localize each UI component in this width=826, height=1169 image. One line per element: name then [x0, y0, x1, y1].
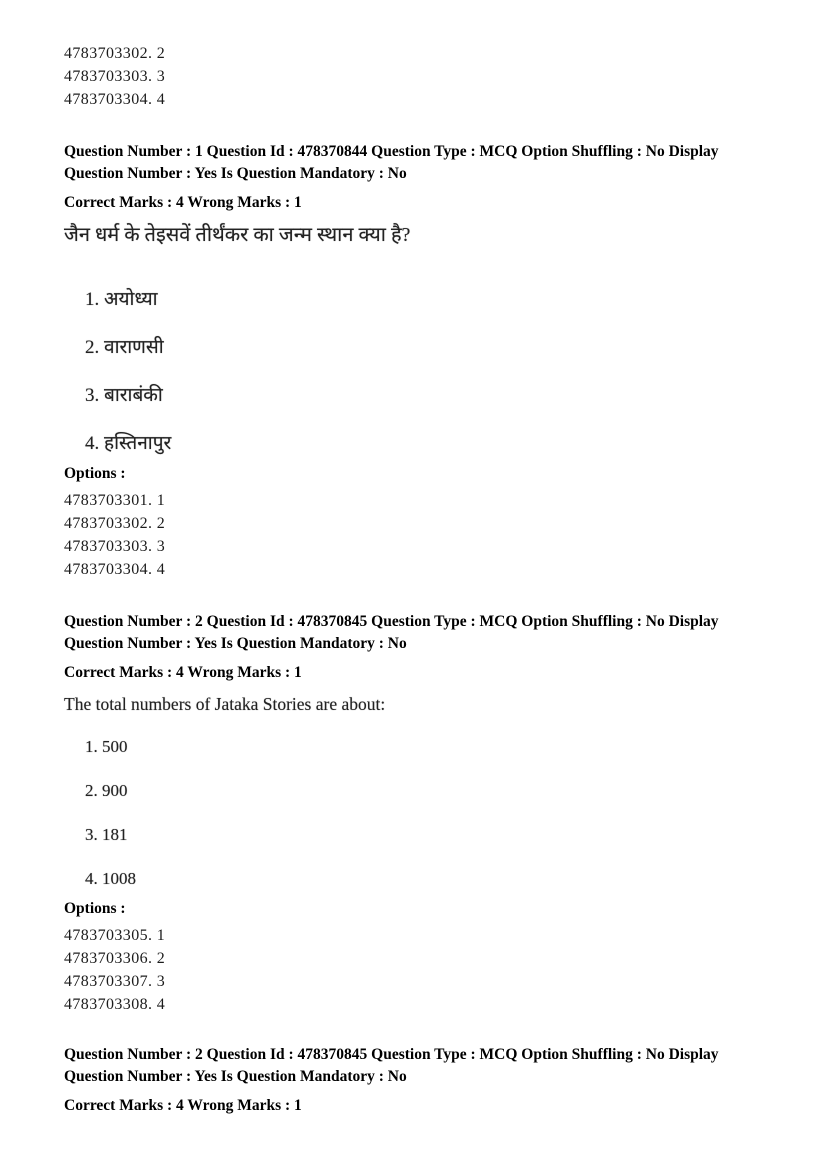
choice-option-3: 3. 181: [85, 825, 128, 844]
question-1-meta: [64, 141, 766, 214]
trailing-question-meta: [64, 1044, 766, 1117]
option-id-line: 4783703304. 4: [64, 561, 166, 578]
question-meta-line1: Question Number : 2 Question Id : 478370845 Question Type : MCQ Option Shuffling : No Display: [64, 1046, 719, 1063]
marks-line: Correct Marks : 4 Wrong Marks : 1: [64, 194, 302, 211]
question-meta-line2: Question Number : Yes Is Question Mandatory : No: [64, 635, 407, 652]
option-id-line: 4783703302. 2: [64, 515, 166, 532]
question-meta-line1: Question Number : 1 Question Id : 478370844 Question Type : MCQ Option Shuffling : No Display: [64, 143, 719, 160]
choice-option-4: 4. 1008: [85, 869, 136, 888]
option-id-line: 4783703301. 1: [64, 492, 166, 509]
question-1-option-ids: [64, 489, 766, 581]
choice-option-2: 2. वाराणसी: [85, 337, 164, 358]
marks-line: Correct Marks : 4 Wrong Marks : 1: [64, 1097, 302, 1114]
option-id-line: 4783703308. 4: [64, 996, 166, 1013]
choice-option-4: 4. हस्तिनापुर: [85, 433, 172, 454]
question-2-choices: [85, 737, 766, 889]
question-2-meta: [64, 611, 766, 684]
option-id-line: 4783703303. 3: [64, 538, 166, 555]
question-meta-line2: Question Number : Yes Is Question Mandatory : No: [64, 165, 407, 182]
choice-option-1: 1. 500: [85, 737, 128, 756]
question-meta-line2: Question Number : Yes Is Question Mandatory : No: [64, 1068, 407, 1085]
question-1-choices: [85, 289, 766, 454]
options-heading: Options :: [64, 465, 126, 482]
option-id-line: 4783703304. 4: [64, 91, 166, 108]
choice-option-2: 2. 900: [85, 781, 128, 800]
choice-option-1: 1. अयोध्या: [85, 289, 158, 310]
option-id-line: 4783703303. 3: [64, 68, 166, 85]
question-meta-line1: Question Number : 2 Question Id : 478370845 Question Type : MCQ Option Shuffling : No Display: [64, 613, 719, 630]
marks-line: Correct Marks : 4 Wrong Marks : 1: [64, 664, 302, 681]
question-2-block: [64, 611, 766, 1016]
carryover-option-ids: [64, 42, 766, 111]
options-heading: Options :: [64, 900, 126, 917]
option-id-line: 4783703306. 2: [64, 950, 166, 967]
question-2-option-ids: [64, 924, 766, 1016]
option-id-line: 4783703307. 3: [64, 973, 166, 990]
question-2-text: The total numbers of Jataka Stories are about:: [64, 694, 386, 714]
question-1-text: जैन धर्म के तेइसवें तीर्थंकर का जन्म स्थान क्या है?: [64, 224, 411, 246]
option-id-line: 4783703302. 2: [64, 45, 166, 62]
question-1-block: [64, 141, 766, 581]
option-id-line: 4783703305. 1: [64, 927, 166, 944]
choice-option-3: 3. बाराबंकी: [85, 385, 163, 406]
